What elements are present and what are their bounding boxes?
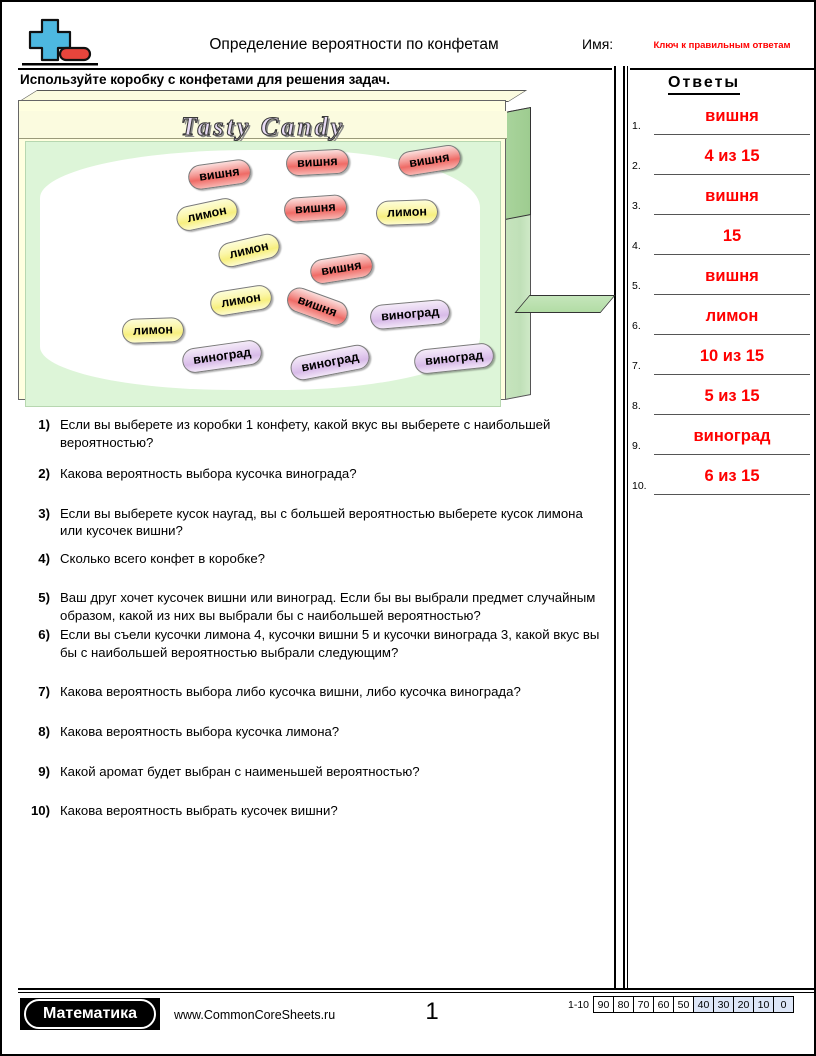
question-item — [20, 626, 600, 661]
answer-value: 10 из 15 — [699, 347, 765, 365]
question-text: Какова вероятность выбора либо кусочка вишни, либо кусочка винограда? — [60, 684, 521, 700]
grading-scale-cell: 80 — [613, 996, 634, 1013]
question-number: 5) — [38, 590, 50, 606]
candy-box-illustration — [18, 90, 548, 408]
question-item — [20, 683, 600, 701]
question-number: 4) — [38, 550, 50, 566]
question-item — [20, 763, 600, 781]
answer-value: виноград — [693, 427, 771, 445]
candy-piece-grape: виноград — [288, 343, 371, 382]
question-item — [20, 723, 600, 741]
brand-badge — [20, 998, 160, 1030]
answer-value: 15 — [722, 227, 742, 245]
grading-scale-cell: 50 — [673, 996, 694, 1013]
answer-number: 2. — [632, 160, 641, 172]
question-text: Какой аромат будет выбран с наименьшей вероятностью? — [60, 763, 420, 779]
answer-blank-line[interactable] — [654, 260, 810, 295]
answer-blank-line[interactable] — [654, 140, 810, 175]
question-number: 7) — [38, 684, 50, 700]
answer-blank-line[interactable] — [654, 180, 810, 215]
question-item — [20, 550, 600, 568]
question-number: 6) — [38, 627, 50, 643]
candy-piece-cherry: вишня — [283, 194, 347, 223]
answer-number: 6. — [632, 320, 641, 332]
candy-piece-cherry: вишня — [285, 148, 349, 176]
answer-number: 3. — [632, 200, 641, 212]
instruction-text: Используйте коробку с конфетами для решения задач. — [20, 72, 390, 87]
question-item — [20, 505, 600, 540]
question-text: Если вы выберете из коробки 1 конфету, какой вкус вы выберете с наибольшей вероятностью? — [60, 417, 551, 450]
answer-row — [632, 335, 812, 375]
page-header — [4, 4, 816, 68]
answer-row — [632, 135, 812, 175]
candy-piece-lemon: лимон — [174, 196, 240, 233]
question-number: 9) — [38, 763, 50, 779]
question-number: 1) — [38, 417, 50, 432]
answer-blank-line[interactable] — [654, 460, 810, 495]
answer-value: 6 из 15 — [704, 467, 760, 485]
answer-number: 10. — [632, 480, 647, 492]
candy-piece-cherry: вишня — [308, 251, 374, 285]
question-number: 3) — [38, 505, 50, 521]
answer-value: 4 из 15 — [704, 147, 760, 165]
grading-scale — [568, 996, 794, 1013]
answer-key-heading: Ответы — [668, 74, 740, 95]
candy-piece-cherry: вишня — [187, 158, 252, 191]
answer-value: 5 из 15 — [704, 387, 760, 405]
answer-value: вишня — [705, 107, 759, 125]
answer-key-list — [632, 95, 812, 495]
grading-scale-cell: 40 — [693, 996, 714, 1013]
candy-box-side-panel-upper — [505, 107, 531, 220]
answer-value: лимон — [705, 307, 759, 325]
question-text: Сколько всего конфет в коробке? — [60, 550, 265, 566]
question-number: 2) — [38, 466, 50, 482]
question-item — [20, 416, 600, 451]
answer-blank-line[interactable] — [654, 340, 810, 375]
candy-piece-lemon: лимон — [216, 231, 282, 269]
candy-piece-grape: виноград — [181, 339, 264, 374]
grading-scale-label: 1-10 — [568, 998, 590, 1011]
header-divider-right — [630, 68, 816, 70]
column-divider-line-2 — [623, 66, 625, 988]
candy-piece-cherry: вишня — [396, 143, 462, 177]
question-text: Какова вероятность выбора кусочка винограда? — [60, 466, 357, 482]
answer-blank-line[interactable] — [654, 420, 810, 455]
brand-badge-label: Математика — [24, 999, 156, 1029]
answer-row — [632, 95, 812, 135]
answer-number: 5. — [632, 280, 641, 292]
answer-number: 8. — [632, 400, 641, 412]
question-number: 8) — [38, 724, 50, 740]
question-text: Ваш друг хочет кусочек вишни или виноград. Если бы вы выбрали предмет случайным образом, какой из них вы выбрали бы с наибольшей вероятностью? — [60, 590, 596, 623]
answer-number: 4. — [632, 240, 641, 252]
answer-blank-line[interactable] — [654, 220, 810, 255]
question-item — [20, 589, 600, 624]
page-title: Определение вероятности по конфетам — [209, 36, 499, 53]
answer-blank-line[interactable] — [654, 100, 810, 135]
column-divider-line-1 — [614, 66, 616, 988]
question-text: Если вы выберете кусок наугад, вы с большей вероятностью выберете кусок лимона или кусочек вишни? — [60, 505, 583, 539]
grading-scale-cell: 90 — [593, 996, 614, 1013]
answer-row — [632, 455, 812, 495]
answer-row — [632, 295, 812, 335]
answer-number: 9. — [632, 440, 641, 452]
header-divider-left — [18, 68, 612, 70]
name-label: Имя: — [582, 36, 614, 52]
grading-scale-cell: 20 — [733, 996, 754, 1013]
plus-dash-logo-icon — [22, 16, 98, 68]
grading-scale-cell: 70 — [633, 996, 654, 1013]
candy-box-brand-title: Tasty Candy — [180, 112, 346, 141]
candy-piece-lemon: лимон — [208, 283, 273, 317]
page-number: 1 — [425, 998, 439, 1025]
answer-row — [632, 415, 812, 455]
candy-piece-lemon: лимон — [122, 317, 185, 344]
grading-scale-cell: 60 — [653, 996, 674, 1013]
question-text: Какова вероятность выбора кусочка лимона? — [60, 724, 340, 740]
grading-scale-cell: 10 — [753, 996, 774, 1013]
footer-divider-1 — [18, 988, 816, 990]
candy-piece-grape: виноград — [413, 342, 495, 375]
grading-scale-cell: 30 — [713, 996, 734, 1013]
question-number: 10) — [30, 803, 50, 819]
answer-blank-line[interactable] — [654, 380, 810, 415]
footer-divider-2 — [18, 992, 816, 993]
question-item — [20, 465, 600, 483]
answer-number: 1. — [632, 120, 641, 132]
website-url: www.CommonCoreSheets.ru — [174, 1008, 336, 1022]
answer-number: 7. — [632, 360, 641, 372]
grading-scale-cell: 0 — [773, 996, 794, 1013]
candy-piece-cherry: вишня — [284, 284, 351, 328]
answer-key-panel — [632, 74, 812, 495]
answer-value: вишня — [705, 187, 759, 205]
question-text: Какова вероятность выбрать кусочек вишни? — [60, 803, 338, 819]
answer-row — [632, 215, 812, 255]
column-divider-line-3 — [627, 66, 628, 988]
question-item — [20, 802, 600, 820]
answer-row — [632, 255, 812, 295]
answer-row — [632, 375, 812, 415]
answer-blank-line[interactable] — [654, 300, 810, 335]
grading-scale-cells — [594, 996, 794, 1013]
candy-box-open-flap — [514, 295, 615, 313]
questions-list — [20, 416, 600, 840]
candy-piece-grape: виноград — [369, 299, 451, 330]
answer-key-label: Ключ к правильным ответам — [653, 40, 791, 51]
question-text: Если вы съели кусочки лимона 4, кусочки вишни 5 и кусочки винограда 3, какой вкус вы бы с наибольшей вероятностью выбрали следующим? — [60, 627, 600, 660]
answer-row — [632, 175, 812, 215]
candy-piece-lemon: лимон — [376, 199, 439, 226]
answer-value: вишня — [705, 267, 759, 285]
